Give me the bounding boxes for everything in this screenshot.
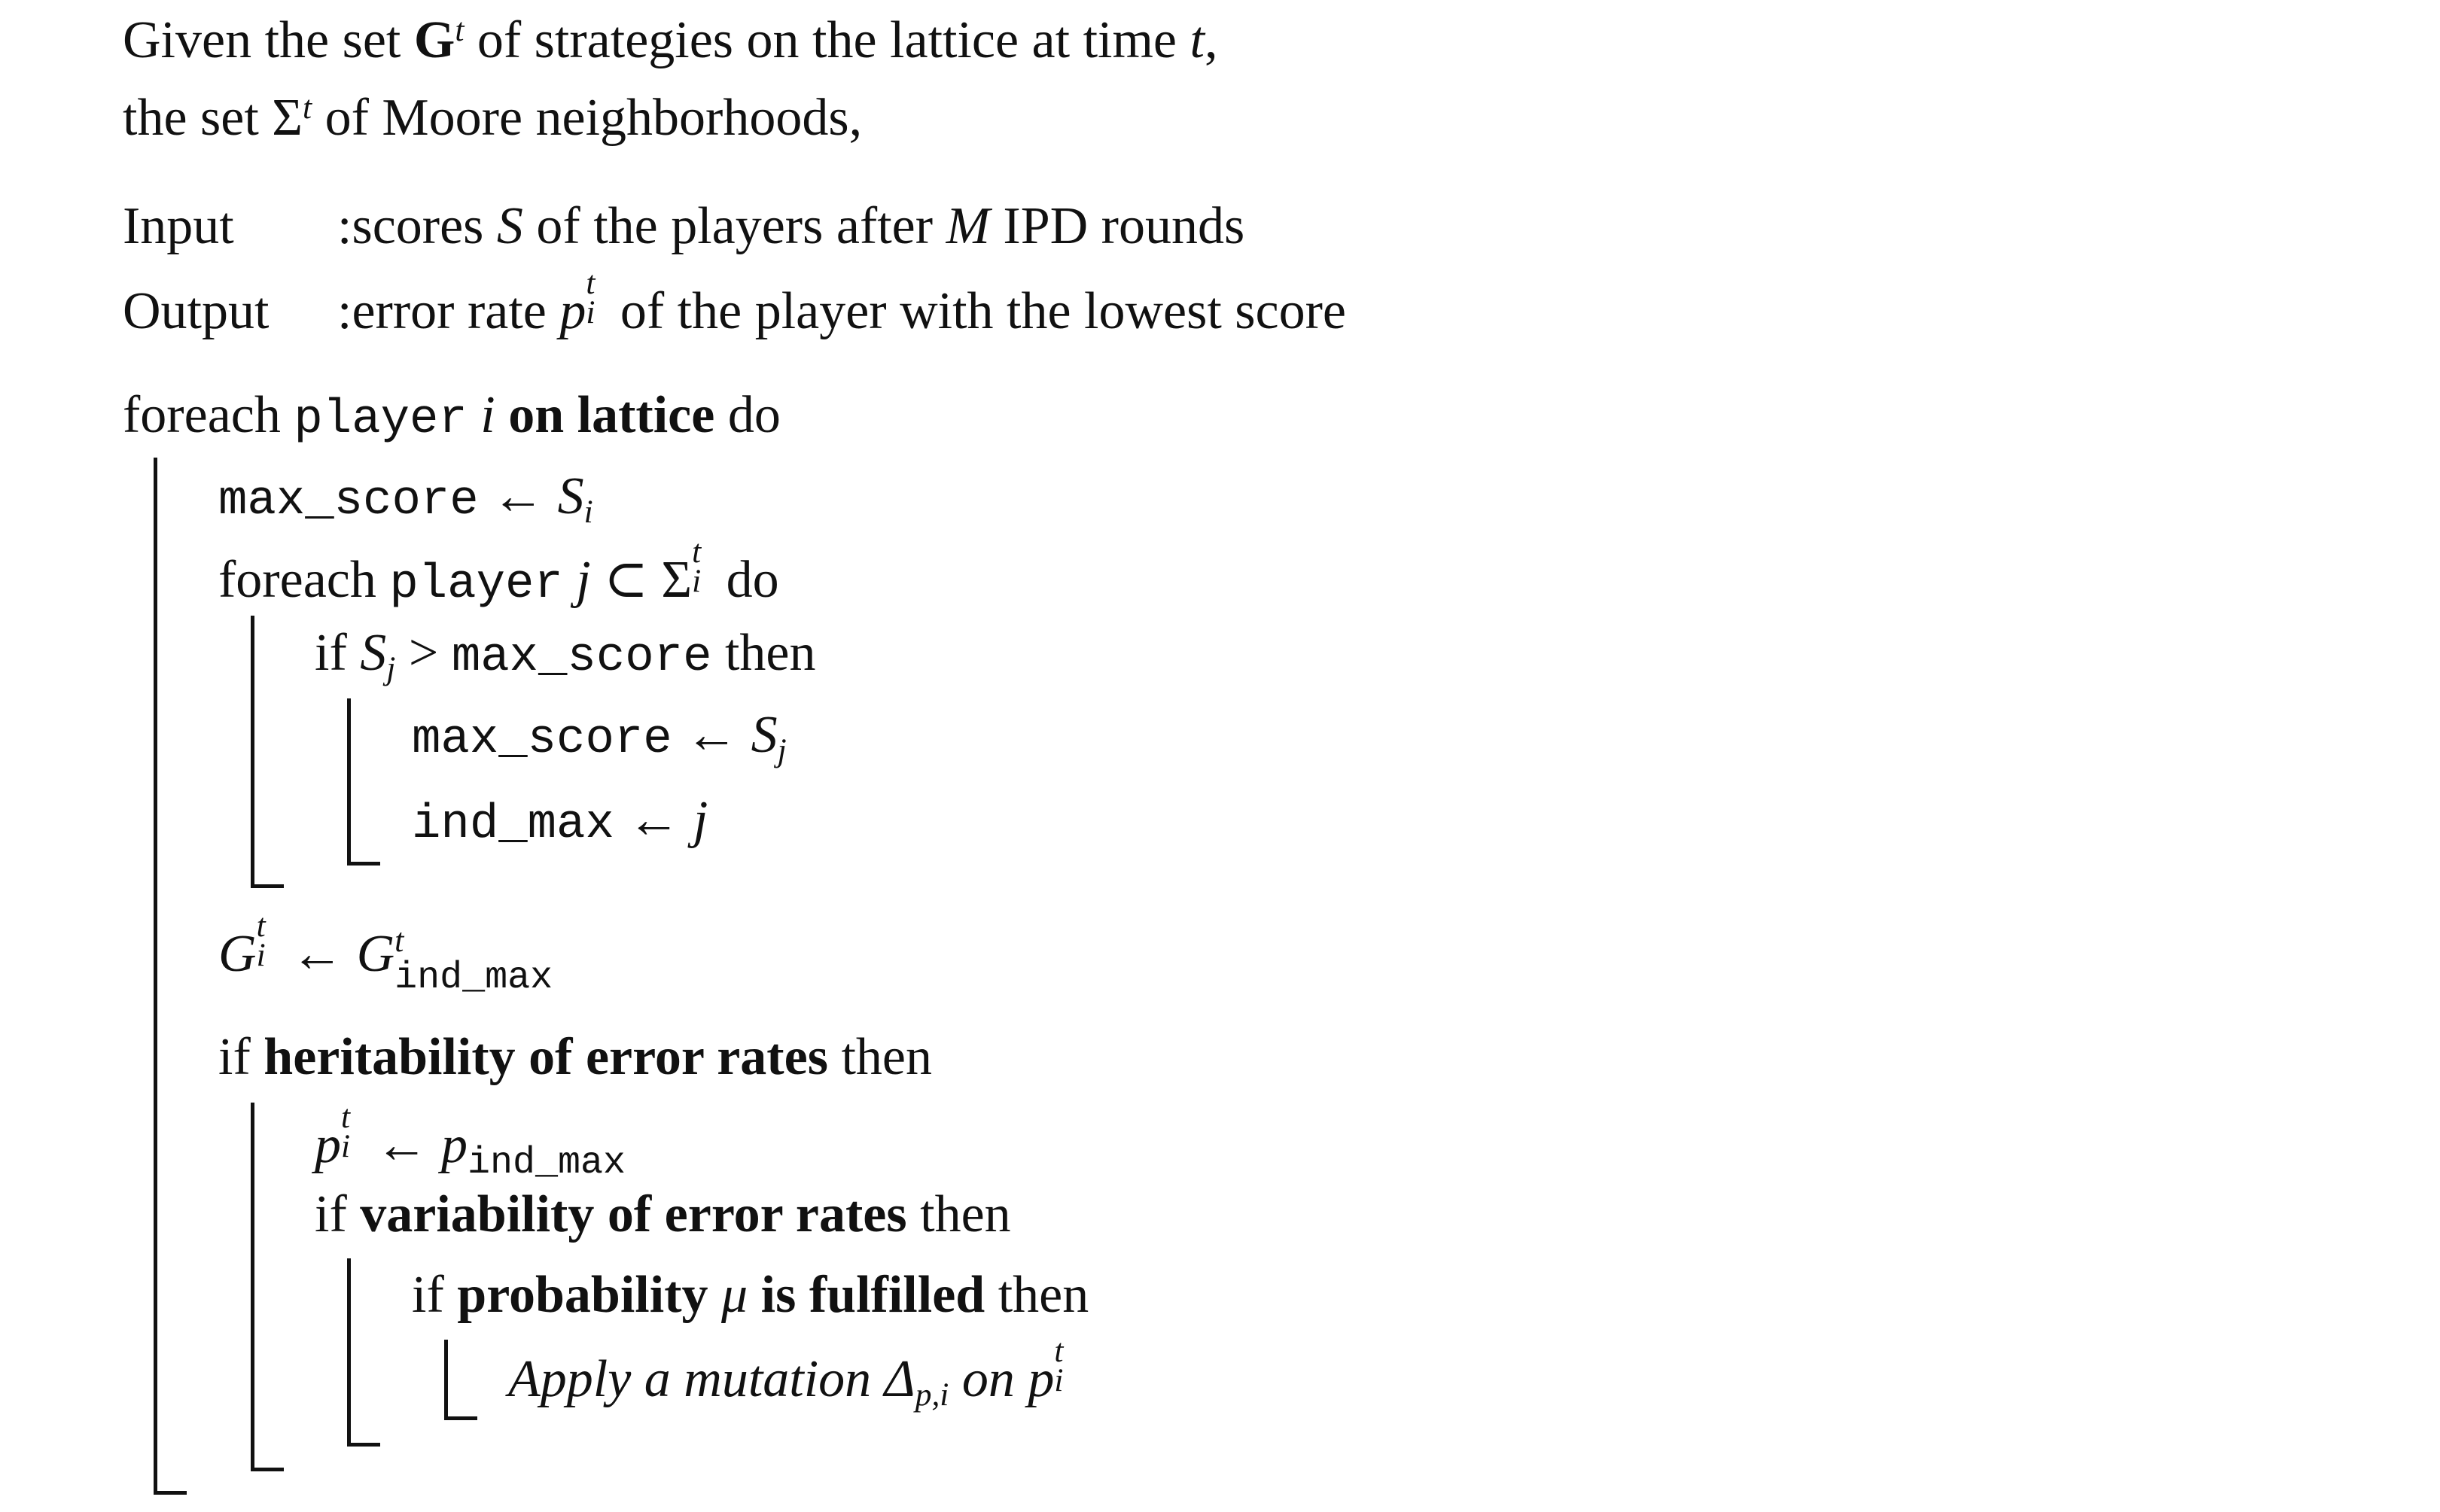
output-label: Output [123,282,270,340]
algo-line-7: G t i ← G t $_{ind\_max}$ [218,908,553,999]
input-text: scores [352,197,497,255]
variability-condition: variability of error rates [360,1185,907,1243]
superscript-t: t [455,12,465,49]
output-line [123,265,1346,342]
heritability-condition: heritability of error rates [263,1028,828,1086]
algo-line-10: if variability of error rates then [315,1185,1011,1243]
output-supsub: t i [586,265,596,331]
header-text: , [1204,11,1218,69]
algo-line-5: max_score ← $S_j$ [412,706,787,769]
input-text: of the players after [522,197,946,255]
algo-line-2: max_score ← $S_i$ [218,467,593,531]
block-bracket-vertical [251,1103,254,1471]
input-var-S: S [496,197,523,255]
output-text: error rate [352,282,560,340]
input-colon: : [337,197,352,255]
block-bracket-vertical [444,1340,448,1420]
block-bracket-foot [251,884,284,888]
header-line-1 [123,11,1217,71]
block-bracket-foot [154,1491,187,1495]
block-bracket-foot [347,1443,380,1447]
output-var-p: p [559,282,586,340]
header-text: the set Σ [123,89,303,147]
block-bracket-vertical [347,698,351,866]
algo-line-1: foreach player i on lattice do [123,386,781,447]
block-bracket-vertical [154,458,157,1495]
header-text: Given the set [123,11,414,69]
code-max-score: max_score [218,474,479,528]
algo-line-4: if $S_j$ > max_score then [315,624,816,687]
input-var-M: M [946,197,990,255]
algo-line-6: ind_max ← j [412,791,708,852]
p-supsub: t i [341,1099,351,1165]
block-bracket-vertical [347,1258,351,1447]
output-text: of the player with the lowest score [607,282,1346,340]
strategy-set-symbol: G [413,11,455,69]
algo-line-12: Apply a mutation $\Delta_{p,i}$ on p t i [508,1343,1075,1410]
time-variable: t [1190,11,1205,69]
header-text: of strategies on the lattice at time [464,11,1190,69]
block-bracket-foot [347,862,380,866]
code-max-score: max_score [451,631,712,685]
superscript-t: t [303,90,312,126]
block-bracket-foot [444,1416,477,1420]
algo-line-9: p t i ← $p_{ind\_max}$ [315,1099,626,1185]
code-player: player [389,558,563,612]
input-line [123,196,1244,257]
g2-supsub: t $_{ind\_max}$ [394,922,553,999]
block-bracket-vertical [251,616,254,888]
code-max-score: max_score [412,713,672,767]
header-text: of Moore neighborhoods, [312,89,863,147]
block-bracket-foot [251,1468,284,1471]
algo-line-8: if heritability of error rates then [218,1028,932,1086]
g-supsub: t i [256,908,266,974]
input-label: Input [123,197,234,255]
algo-line-11: if probability μ is fulfilled then [412,1266,1089,1324]
probability-condition: probability [457,1266,722,1324]
input-text: IPD rounds [989,197,1245,255]
p-mutation-supsub: t i [1054,1333,1064,1399]
header-line-2 [123,88,862,148]
code-ind-max: ind_max [412,798,614,852]
code-player: player [294,393,468,447]
sigma-supsub: t i [692,534,702,600]
output-colon: : [337,282,352,340]
algo-line-3: foreach player j ⊂ Σ t i do [218,534,779,612]
